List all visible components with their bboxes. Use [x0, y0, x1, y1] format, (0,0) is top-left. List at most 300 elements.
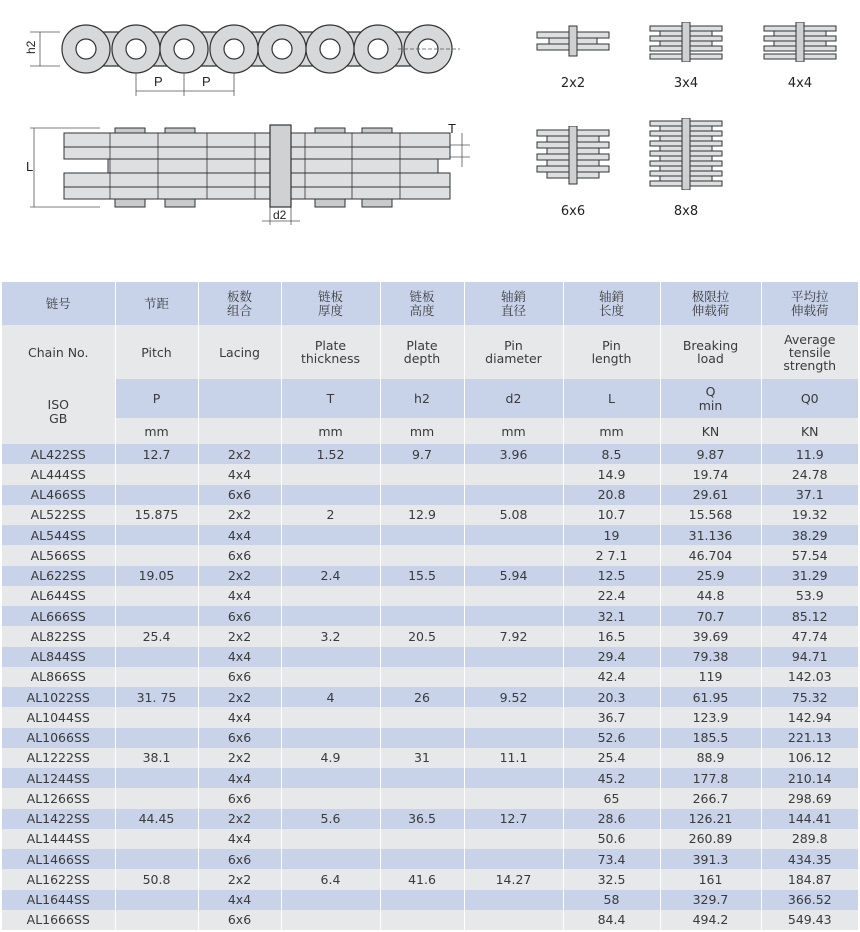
cell-plate-depth [380, 707, 464, 727]
cell-chain-no: AL1422SS [2, 809, 115, 829]
cell-lacing: 2x2 [198, 809, 281, 829]
cell-pitch: 31. 75 [115, 687, 198, 707]
table-row [2, 485, 858, 505]
cell-plate-depth [380, 849, 464, 869]
cell-pitch: 15.875 [115, 505, 198, 525]
cell-chain-no: AL544SS [2, 525, 115, 545]
cell-average-strength: 184.87 [787, 871, 832, 887]
cell-average-strength: 142.03 [787, 669, 832, 685]
cell-plate-thickness: 2 [281, 505, 380, 525]
table-row [2, 910, 858, 930]
lacing-3x4-label: 3x4 [673, 76, 699, 91]
cell-chain-no: AL1466SS [2, 849, 115, 869]
cell-lacing: 2x2 [198, 869, 281, 889]
cell-pin-length: 84.4 [563, 910, 660, 930]
cell-pin-length: 14.9 [563, 464, 660, 484]
cell-pin-diameter: 3.96 [464, 444, 563, 464]
cell-lacing: 4x4 [198, 768, 281, 788]
cell-pin-diameter [464, 910, 563, 930]
cell-chain-no: AL1666SS [2, 910, 115, 930]
cell-pin-diameter [464, 829, 563, 849]
cell-pin-length: 52.6 [563, 728, 660, 748]
header-pin-length: L [563, 379, 660, 418]
cell-pin-length: 22.4 [563, 586, 660, 606]
header-pin-diameter: mm [464, 418, 563, 444]
cell-pin-diameter [464, 606, 563, 626]
cell-pitch: 12.7 [115, 444, 198, 464]
cell-plate-thickness [281, 788, 380, 808]
cell-lacing: 4x4 [198, 525, 281, 545]
cell-lacing: 2x2 [198, 687, 281, 707]
header-plate-depth: 链板 高度 [380, 282, 464, 325]
cell-pin-length: 20.8 [563, 485, 660, 505]
lacing-4x4-label: 4x4 [787, 76, 813, 91]
cell-breaking-load: 88.9 [660, 748, 761, 768]
cell-pin-length: 25.4 [563, 748, 660, 768]
cell-pin-diameter [464, 586, 563, 606]
cell-pin-length: 45.2 [563, 768, 660, 788]
cell-chain-no: AL644SS [2, 586, 115, 606]
cell-pitch: 38.1 [115, 748, 198, 768]
header-row-chinese [2, 282, 858, 325]
cell-plate-depth [380, 647, 464, 667]
cell-average-strength: 142.94 [787, 709, 832, 725]
cell-pin-diameter [464, 485, 563, 505]
cell-plate-depth [380, 545, 464, 565]
header-breaking-load: KN [660, 418, 761, 444]
cell-pitch [115, 728, 198, 748]
table-body [2, 282, 858, 930]
lacing-6x6-label: 6x6 [560, 204, 586, 219]
cell-pin-length: 32.5 [563, 869, 660, 889]
cell-pin-diameter [464, 707, 563, 727]
cell-pin-diameter: 9.52 [464, 687, 563, 707]
cell-plate-depth: 36.5 [380, 809, 464, 829]
cell-pin-diameter [464, 788, 563, 808]
cell-breaking-load: 266.7 [660, 788, 761, 808]
cell-chain-no: AL1622SS [2, 869, 115, 889]
cell-plate-depth: 20.5 [380, 626, 464, 646]
cell-chain-no: AL844SS [2, 647, 115, 667]
cell-plate-depth [380, 728, 464, 748]
table-row [2, 545, 858, 565]
cell-breaking-load: 61.95 [660, 687, 761, 707]
cell-breaking-load: 391.3 [660, 849, 761, 869]
cell-pin-length: 32.1 [563, 606, 660, 626]
cell-pin-diameter [464, 890, 563, 910]
table-row [2, 606, 858, 626]
cell-breaking-load: 15.568 [660, 505, 761, 525]
cell-lacing: 4x4 [198, 586, 281, 606]
header-plate-thickness: Plate thickness [281, 325, 380, 379]
header-plate-thickness: 链板 厚度 [281, 282, 380, 325]
label-L: L [26, 159, 34, 174]
cell-plate-thickness [281, 464, 380, 484]
table-row [2, 586, 858, 606]
header-plate-thickness: mm [281, 418, 380, 444]
cell-lacing: 6x6 [198, 728, 281, 748]
cell-breaking-load: 123.9 [660, 707, 761, 727]
table-row [2, 444, 858, 464]
cell-plate-thickness [281, 647, 380, 667]
cell-pitch: 50.8 [115, 869, 198, 889]
cell-lacing: 4x4 [198, 707, 281, 727]
cell-plate-depth: 9.7 [380, 444, 464, 464]
lacing-6x6-diagram [533, 126, 613, 186]
cell-lacing: 6x6 [198, 788, 281, 808]
table-row [2, 464, 858, 484]
cell-pin-diameter [464, 545, 563, 565]
cell-average-strength: 38.29 [791, 527, 828, 543]
header-plate-thickness: T [281, 379, 380, 418]
cell-lacing: 6x6 [198, 667, 281, 687]
cell-average-strength: 53.9 [795, 588, 824, 604]
cell-plate-depth [380, 829, 464, 849]
cell-plate-thickness [281, 829, 380, 849]
cell-pin-length: 58 [563, 890, 660, 910]
cell-plate-thickness: 2.4 [281, 566, 380, 586]
cell-pitch [115, 829, 198, 849]
table-row [2, 809, 858, 829]
header-pitch: mm [115, 418, 198, 444]
table-row [2, 505, 858, 525]
table-row [2, 667, 858, 687]
cell-chain-no: AL1266SS [2, 788, 115, 808]
cell-pin-length: 10.7 [563, 505, 660, 525]
cell-chain-no: AL1222SS [2, 748, 115, 768]
cell-plate-thickness: 4.9 [281, 748, 380, 768]
cell-breaking-load: 29.61 [660, 485, 761, 505]
header-average-strength: Average tensile strength [761, 325, 858, 379]
cell-lacing: 2x2 [198, 505, 281, 525]
cell-pin-length: 20.3 [563, 687, 660, 707]
cell-breaking-load: 19.74 [660, 464, 761, 484]
cell-plate-thickness [281, 707, 380, 727]
chain-spec-table [2, 282, 858, 930]
cell-pitch: 19.05 [115, 566, 198, 586]
cell-breaking-load: 9.87 [660, 444, 761, 464]
cell-average-strength: 221.13 [787, 730, 832, 746]
technical-drawings [0, 0, 860, 282]
table-row [2, 728, 858, 748]
cell-pin-length: 50.6 [563, 829, 660, 849]
cell-pin-diameter: 7.92 [464, 626, 563, 646]
cell-pin-diameter: 12.7 [464, 809, 563, 829]
cell-breaking-load: 260.89 [660, 829, 761, 849]
header-breaking-load: Breaking load [660, 325, 761, 379]
cell-pin-diameter [464, 667, 563, 687]
header-breaking-load: Q min [660, 379, 761, 418]
table-row [2, 788, 858, 808]
cell-pin-length: 29.4 [563, 647, 660, 667]
header-plate-depth: Plate depth [380, 325, 464, 379]
cell-breaking-load: 177.8 [660, 768, 761, 788]
cell-plate-thickness [281, 545, 380, 565]
cell-pin-diameter: 5.08 [464, 505, 563, 525]
cell-chain-no: AL466SS [2, 485, 115, 505]
lacing-8x8-label: 8x8 [673, 204, 699, 219]
cell-lacing: 4x4 [198, 829, 281, 849]
cell-breaking-load: 185.5 [660, 728, 761, 748]
cell-plate-thickness: 3.2 [281, 626, 380, 646]
cell-pin-diameter: 14.27 [464, 869, 563, 889]
cell-plate-depth: 31 [380, 748, 464, 768]
header-chain-no: ISO GB [2, 379, 115, 444]
cell-pin-diameter [464, 464, 563, 484]
cell-pin-length: 73.4 [563, 849, 660, 869]
cell-pin-length: 36.7 [563, 707, 660, 727]
cell-chain-no: AL1066SS [2, 728, 115, 748]
cell-plate-depth [380, 788, 464, 808]
cell-pitch: 25.4 [115, 626, 198, 646]
header-pin-length: mm [563, 418, 660, 444]
table-row [2, 869, 858, 889]
cell-chain-no: AL666SS [2, 606, 115, 626]
cell-lacing: 6x6 [198, 485, 281, 505]
header-pin-length: Pin length [563, 325, 660, 379]
table-row [2, 768, 858, 788]
header-lacing [198, 379, 281, 418]
header-row-english [2, 325, 858, 379]
cell-average-strength: 298.69 [787, 790, 832, 806]
table-row [2, 890, 858, 910]
cell-lacing: 2x2 [198, 748, 281, 768]
cell-chain-no: AL1244SS [2, 768, 115, 788]
cell-pitch [115, 586, 198, 606]
cell-average-strength: 24.78 [791, 466, 828, 482]
cell-plate-thickness [281, 606, 380, 626]
cell-average-strength: 434.35 [787, 851, 832, 867]
cell-pitch [115, 890, 198, 910]
cell-plate-depth [380, 768, 464, 788]
cell-breaking-load: 79.38 [660, 647, 761, 667]
cell-lacing: 2x2 [198, 626, 281, 646]
cell-breaking-load: 161 [660, 869, 761, 889]
header-breaking-load: 极限拉 伸载荷 [660, 282, 761, 325]
cell-average-strength: 85.12 [791, 608, 828, 624]
header-lacing: 板数 组合 [198, 282, 281, 325]
cell-pin-diameter: 5.94 [464, 566, 563, 586]
cell-chain-no: AL444SS [2, 464, 115, 484]
cell-lacing: 2x2 [198, 566, 281, 586]
cell-pin-diameter [464, 728, 563, 748]
cell-average-strength: 144.41 [787, 811, 832, 827]
cell-plate-depth [380, 606, 464, 626]
cell-chain-no: AL1644SS [2, 890, 115, 910]
header-lacing [198, 418, 281, 444]
cell-lacing: 6x6 [198, 545, 281, 565]
cell-average-strength: 549.43 [787, 912, 832, 928]
cell-pitch [115, 788, 198, 808]
header-pin-diameter: 轴銷 直径 [464, 282, 563, 325]
table-row [2, 707, 858, 727]
header-pin-diameter: d2 [464, 379, 563, 418]
cell-pitch [115, 849, 198, 869]
cell-plate-thickness: 1.52 [281, 444, 380, 464]
cell-plate-depth [380, 464, 464, 484]
cell-plate-depth: 26 [380, 687, 464, 707]
cell-lacing: 4x4 [198, 647, 281, 667]
header-row-symbols [2, 379, 858, 418]
cell-breaking-load: 329.7 [660, 890, 761, 910]
chain-top-view [0, 115, 480, 235]
cell-pin-diameter: 11.1 [464, 748, 563, 768]
cell-plate-depth [380, 910, 464, 930]
cell-chain-no: AL566SS [2, 545, 115, 565]
cell-plate-thickness [281, 485, 380, 505]
header-pitch: Pitch [115, 325, 198, 379]
header-plate-depth: mm [380, 418, 464, 444]
cell-pitch [115, 910, 198, 930]
header-lacing: Lacing [198, 325, 281, 379]
table-row [2, 748, 858, 768]
cell-breaking-load: 39.69 [660, 626, 761, 646]
cell-pin-length: 42.4 [563, 667, 660, 687]
cell-pitch [115, 707, 198, 727]
cell-pin-diameter [464, 849, 563, 869]
cell-lacing: 4x4 [198, 464, 281, 484]
cell-chain-no: AL822SS [2, 626, 115, 646]
lacing-2x2-label: 2x2 [560, 76, 586, 91]
label-pitch-1: P [154, 74, 163, 89]
lacing-4x4-diagram [760, 22, 840, 62]
cell-chain-no: AL1044SS [2, 707, 115, 727]
cell-pin-length: 12.5 [563, 566, 660, 586]
cell-average-strength: 11.9 [795, 446, 824, 462]
cell-pitch: 44.45 [115, 809, 198, 829]
cell-average-strength: 210.14 [787, 770, 832, 786]
cell-pitch [115, 485, 198, 505]
label-pitch-2: P [202, 74, 211, 89]
cell-average-strength: 106.12 [787, 750, 832, 766]
cell-pitch [115, 525, 198, 545]
cell-pitch [115, 464, 198, 484]
cell-lacing: 6x6 [198, 849, 281, 869]
cell-chain-no: AL866SS [2, 667, 115, 687]
cell-chain-no: AL1022SS [2, 687, 115, 707]
cell-plate-thickness [281, 890, 380, 910]
header-pin-length: 轴銷 长度 [563, 282, 660, 325]
header-plate-depth: h2 [380, 379, 464, 418]
header-average-strength: KN [761, 418, 858, 444]
cell-average-strength: 47.74 [791, 628, 828, 644]
cell-pin-diameter [464, 647, 563, 667]
cell-plate-thickness [281, 768, 380, 788]
cell-plate-depth [380, 586, 464, 606]
lacing-3x4-diagram [646, 22, 726, 62]
lacing-2x2-diagram [533, 22, 613, 62]
cell-pin-diameter [464, 525, 563, 545]
cell-pin-length: 2 7.1 [563, 545, 660, 565]
cell-breaking-load: 119 [660, 667, 761, 687]
table-row [2, 566, 858, 586]
cell-plate-depth [380, 667, 464, 687]
cell-lacing: 2x2 [198, 444, 281, 464]
cell-pitch [115, 667, 198, 687]
cell-average-strength: 37.1 [795, 487, 824, 503]
cell-average-strength: 75.32 [791, 689, 828, 705]
cell-lacing: 6x6 [198, 606, 281, 626]
header-row-units [2, 418, 858, 444]
cell-average-strength: 366.52 [787, 892, 832, 908]
table-row [2, 687, 858, 707]
table-row [2, 849, 858, 869]
cell-chain-no: AL522SS [2, 505, 115, 525]
cell-chain-no: AL422SS [2, 444, 115, 464]
header-chain-no: Chain No. [2, 325, 115, 379]
header-average-strength: 平均拉 伸载荷 [761, 282, 858, 325]
cell-average-strength: 19.32 [791, 507, 828, 523]
cell-plate-thickness: 5.6 [281, 809, 380, 829]
cell-pitch [115, 647, 198, 667]
cell-plate-thickness [281, 910, 380, 930]
label-h2: h2 [24, 40, 38, 54]
chain-side-view [0, 0, 470, 100]
header-average-strength: Q0 [761, 379, 858, 418]
cell-plate-thickness [281, 586, 380, 606]
cell-breaking-load: 70.7 [660, 606, 761, 626]
cell-pin-length: 16.5 [563, 626, 660, 646]
cell-plate-depth [380, 525, 464, 545]
cell-plate-thickness [281, 728, 380, 748]
cell-average-strength: 57.54 [791, 547, 828, 563]
cell-pin-length: 19 [563, 525, 660, 545]
table-row [2, 647, 858, 667]
header-pitch: P [115, 379, 198, 418]
cell-plate-thickness: 4 [281, 687, 380, 707]
cell-plate-depth [380, 485, 464, 505]
cell-lacing: 6x6 [198, 910, 281, 930]
lacing-8x8-diagram [646, 118, 726, 190]
cell-plate-depth: 12.9 [380, 505, 464, 525]
cell-plate-depth: 15.5 [380, 566, 464, 586]
cell-breaking-load: 44.8 [660, 586, 761, 606]
cell-breaking-load: 31.136 [660, 525, 761, 545]
header-pin-diameter: Pin diameter [464, 325, 563, 379]
cell-plate-thickness [281, 849, 380, 869]
cell-plate-thickness: 6.4 [281, 869, 380, 889]
cell-chain-no: AL622SS [2, 566, 115, 586]
table-row [2, 525, 858, 545]
cell-pitch [115, 768, 198, 788]
label-T: T [448, 121, 456, 136]
header-chain-no: 链号 [2, 282, 115, 325]
cell-average-strength: 289.8 [791, 831, 828, 847]
table-row [2, 829, 858, 849]
cell-plate-thickness [281, 525, 380, 545]
cell-pin-diameter [464, 768, 563, 788]
label-d2: d2 [273, 208, 287, 222]
cell-plate-depth [380, 890, 464, 910]
cell-pin-length: 65 [563, 788, 660, 808]
cell-plate-thickness [281, 667, 380, 687]
cell-breaking-load: 46.704 [660, 545, 761, 565]
cell-breaking-load: 126.21 [660, 809, 761, 829]
header-pitch: 节距 [115, 282, 198, 325]
cell-average-strength: 31.29 [791, 568, 828, 584]
cell-average-strength: 94.71 [791, 649, 828, 665]
cell-pin-length: 28.6 [563, 809, 660, 829]
cell-breaking-load: 494.2 [660, 910, 761, 930]
cell-plate-depth: 41.6 [380, 869, 464, 889]
cell-breaking-load: 25.9 [660, 566, 761, 586]
cell-pin-length: 8.5 [563, 444, 660, 464]
cell-lacing: 4x4 [198, 890, 281, 910]
table-row [2, 626, 858, 646]
cell-pitch [115, 545, 198, 565]
cell-chain-no: AL1444SS [2, 829, 115, 849]
cell-pitch [115, 606, 198, 626]
